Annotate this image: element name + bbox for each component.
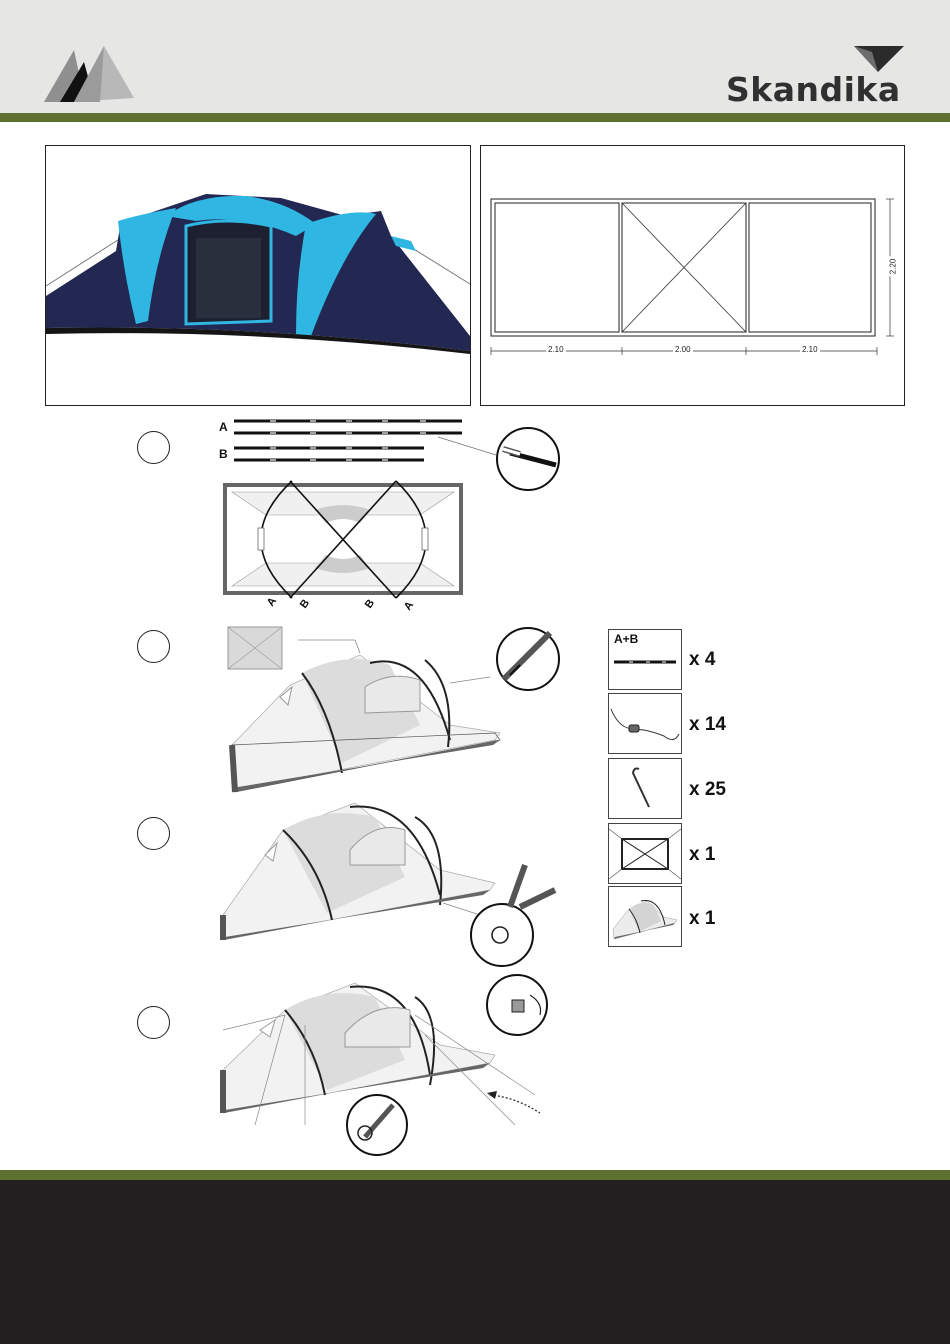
part-groundsheet-qty: x 1 xyxy=(689,844,716,865)
mountain-logo-icon xyxy=(44,44,136,104)
step-1-diagram xyxy=(220,415,565,615)
part-tent-peg-box xyxy=(608,758,682,819)
part-tent-box xyxy=(608,886,682,947)
width-dim-1: 2.10 xyxy=(548,345,564,354)
part-guy-rope-box xyxy=(608,693,682,754)
part-poles-box xyxy=(608,629,682,690)
product-photo-frame xyxy=(45,145,471,406)
pole-label-a: A xyxy=(219,420,228,434)
brand-name: Skandika xyxy=(726,70,901,109)
page-header xyxy=(0,0,950,113)
height-dim: 2.20 xyxy=(888,258,898,275)
part-tent-peg-qty: x 25 xyxy=(689,779,726,800)
page-footer xyxy=(0,1180,950,1344)
step-2-marker xyxy=(137,630,170,663)
step-1-marker xyxy=(137,431,170,464)
part-groundsheet-box xyxy=(608,823,682,884)
floor-plan-frame xyxy=(480,145,905,406)
step-3-marker xyxy=(137,817,170,850)
header-stripe xyxy=(0,113,950,122)
tent-photo xyxy=(46,146,470,405)
pole-label-b: B xyxy=(219,447,228,461)
part-guy-rope-qty: x 14 xyxy=(689,714,726,735)
pole-end-label-4: A xyxy=(401,599,417,613)
groundsheet-icon xyxy=(609,824,681,883)
width-dim-2: 2.00 xyxy=(675,345,691,354)
part-poles-qty: x 4 xyxy=(689,649,716,670)
poles-icon xyxy=(614,658,676,666)
tent-peg-icon xyxy=(609,759,681,818)
pole-end-label-2: B xyxy=(297,597,313,611)
step-3-diagram xyxy=(215,795,565,970)
step-4-diagram xyxy=(215,975,575,1155)
tent-icon xyxy=(609,887,681,946)
pole-end-label-1: A xyxy=(264,595,280,609)
step-4-marker xyxy=(137,1006,170,1039)
part-poles-label: A+B xyxy=(614,632,639,646)
guy-rope-icon xyxy=(609,694,681,753)
step-2-diagram xyxy=(220,615,565,800)
part-tent-qty: x 1 xyxy=(689,908,716,929)
pole-end-label-3: B xyxy=(362,597,378,611)
width-dim-3: 2.10 xyxy=(802,345,818,354)
floor-plan-diagram xyxy=(481,146,904,405)
footer-stripe xyxy=(0,1170,950,1180)
